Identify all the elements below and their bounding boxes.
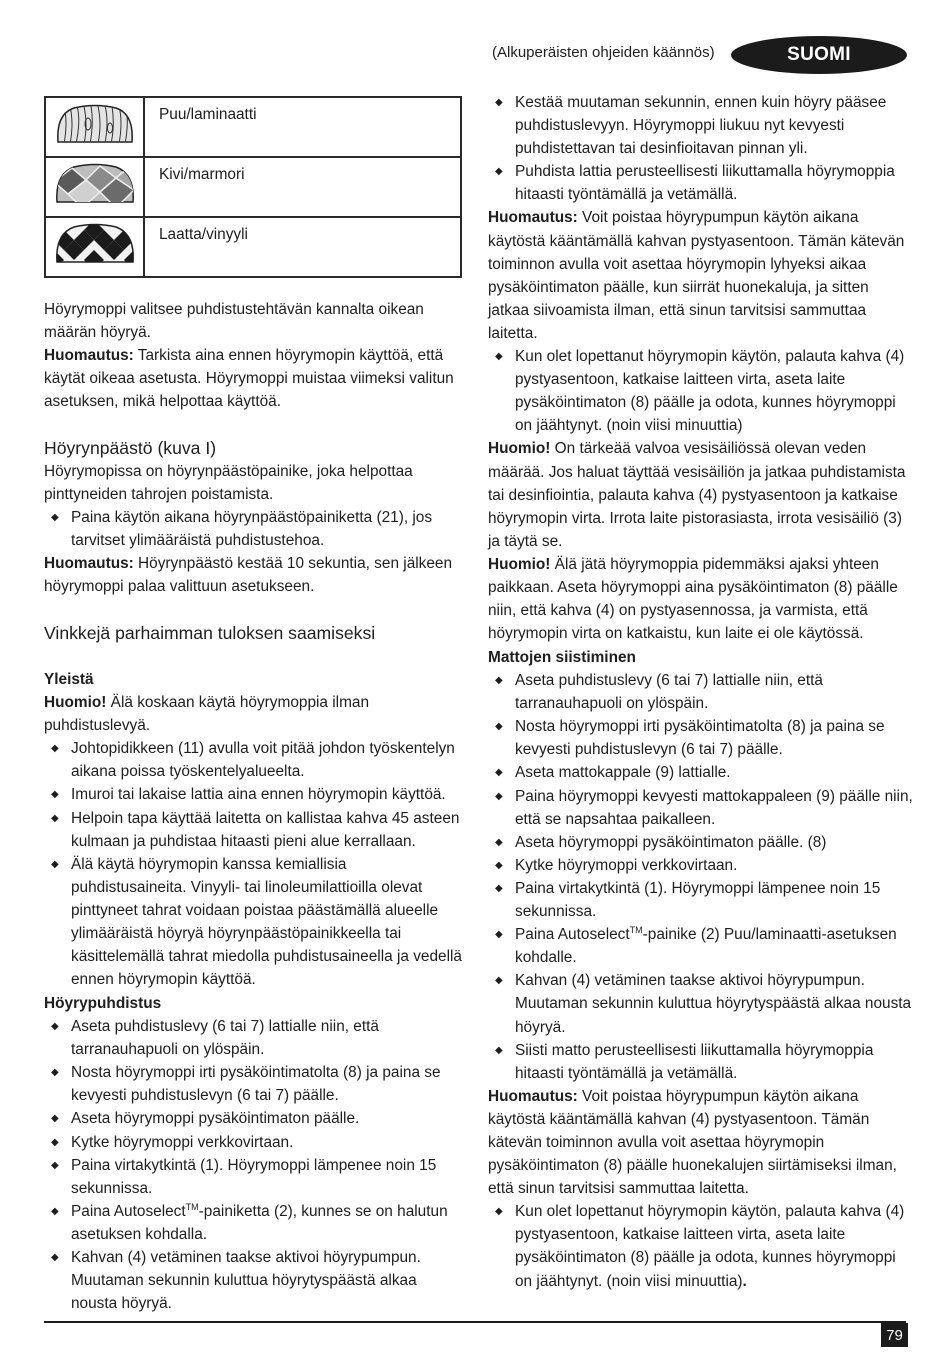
stone-floor-icon	[54, 162, 136, 208]
list-item: ◆ Kun olet lopettanut höyrymopin käytön, palauta kahva (4) pystyasentoon, katkaise laitteen virta, aseta laite pysäköintimaton (8) päälle ja odota, kunnes höyrymoppi on jäähtynyt. (noin viisi minuuttia)	[488, 345, 913, 437]
finish-text: Kun olet lopettanut höyrymopin käytön, palauta kahva (4) pystyasentoon, katkaise laitteen virta, aseta laite pysäköintimaton (8) päälle ja odota, kunnes höyrymoppi on jäähtynyt. (noin viisi minuuttia)	[515, 1203, 905, 1290]
finish-list	[488, 345, 913, 437]
translation-note: (Alkuperäisten ohjeiden käännös)	[492, 44, 715, 61]
floor-icon-cell	[45, 97, 144, 157]
footer-rule	[44, 1321, 906, 1323]
burst-list	[44, 506, 464, 552]
floor-icon-cell	[45, 217, 144, 277]
autoselect-text: Paina Autoselect	[515, 926, 630, 944]
general-list	[44, 737, 464, 991]
list-item: ◆ Aseta mattokappale (9) lattialle.	[488, 761, 913, 784]
list-item: ◆ Nosta höyrymoppi irti pysäköintimatolta (8) ja paina se kevyesti puhdistuslevyn (6 tai 7) päälle.	[488, 715, 913, 761]
list-item: ◆ Paina höyrymoppi kevyesti mattokappaleen (9) päälle niin, että se napsahtaa paikalleen.	[488, 785, 913, 831]
table-row	[45, 97, 461, 157]
list-item: ◆ Puhdista lattia perusteellisesti liikuttamalla höyrymoppia hitaasti työntämällä ja vetämällä.	[488, 160, 913, 206]
list-item: ◆ Aseta puhdistuslevy (6 tai 7) lattialle niin, että tarranauhapuoli on ylöspäin.	[488, 669, 913, 715]
section-title-tips: Vinkkejä parhaimman tuloksen saamiseksi	[44, 623, 376, 643]
note-label: Huomautus:	[44, 555, 134, 573]
wood-floor-icon	[54, 102, 136, 148]
floor-type-table	[44, 96, 462, 278]
note-text: Tarkista aina ennen höyrymopin käyttöä, että käytät oikeaa asetusta. Höyrymoppi muistaa viimeksi valitun asetuksen, mikä helpottaa käyttöä.	[44, 347, 454, 411]
list-item: ◆ Kytke höyrymoppi verkkovirtaan.	[44, 1131, 464, 1154]
list-item: ◆ Aseta höyrymoppi pysäköintimaton päälle. (8)	[488, 831, 913, 854]
language-badge: SUOMI	[731, 36, 907, 74]
note-text: Höyrynpäästö kestää 10 sekuntia, sen jälkeen höyrymoppi palaa valittuun asetukseen.	[44, 555, 453, 596]
autoselect-text-end: -painike (2) Puu/laminaatti-asetuksen kohdalle.	[515, 926, 897, 967]
steam-amount-text: Höyrymoppi valitsee puhdistustehtävän kannalta oikean määrän höyryä.	[44, 301, 424, 342]
list-item: ◆ Johtopidikkeen (11) avulla voit pitää johdon työskentelyn aikana poissa työskentelyalueelta.	[44, 737, 464, 783]
page-number: 79	[881, 1323, 908, 1347]
list-item: ◆ Kestää muutaman sekunnin, ennen kuin höyry pääsee puhdistuslevyyn. Höyrymoppi liukuu nyt kevyesti puhdistettavan tai desinfioitavan pinnan yli.	[488, 91, 913, 160]
warning-text: Älä koskaan käytä höyrymoppia ilman puhdistuslevyä.	[44, 694, 370, 735]
water-warning	[488, 437, 913, 552]
steam-list	[44, 1015, 464, 1315]
trademark: TM	[185, 1201, 199, 1212]
note-label: Huomautus:	[44, 347, 134, 364]
floor-label-stone: Kivi/marmori	[144, 157, 461, 217]
section-title-burst: Höyrynpäästö (kuva I)	[44, 438, 217, 458]
list-item: ◆ Aseta puhdistuslevy (6 tai 7) lattialle niin, että tarranauhapuoli on ylöspäin.	[44, 1015, 464, 1061]
table-row	[45, 157, 461, 217]
note-text: Voit poistaa höyrypumpun käytön aikana käytöstä kääntämällä kahvan pystyasentoon. Tämän kätevän toiminnon avulla voit asettaa höyrymopin lyhyeksi aikaa pysäköintimaton päälle, kun siirrät huonekaluja, ja sitten jatkaa siivoamista ilman, että sinun tarvitsisi sammuttaa laitetta.	[488, 209, 905, 342]
list-item: ◆ Paina virtakytkintä (1). Höyrymoppi lämpenee noin 15 sekunnissa.	[488, 877, 913, 923]
floor-label-wood: Puu/laminaatti	[144, 97, 461, 157]
floor-label-tile: Laatta/vinyyli	[144, 217, 461, 277]
burst-intro: Höyrymopissa on höyrynpäästöpainike, joka helpottaa pinttyneiden tahrojen poistamista.	[44, 463, 413, 504]
list-item: ◆ Nosta höyrymoppi irti pysäköintimatolta (8) ja paina se kevyesti puhdistuslevyn (6 tai 7) päälle.	[44, 1061, 464, 1107]
general-warning	[44, 691, 464, 737]
subsection-general: Yleistä	[44, 671, 94, 688]
carpet-finish-list	[488, 1200, 913, 1292]
list-item	[488, 1200, 913, 1292]
list-item	[44, 1200, 464, 1246]
autoselect-text: Paina Autoselect	[71, 1202, 186, 1220]
pump-note	[488, 206, 913, 345]
list-item	[488, 923, 913, 969]
list-item: ◆ Kytke höyrymoppi verkkovirtaan.	[488, 854, 913, 877]
list-item: ◆ Älä käytä höyrymopin kanssa kemiallisia puhdistusaineita. Vinyyli- tai linoleumilattioilla olevat pinttyneet tahrat voidaan poistaa päästämällä alueelle ylimääräistä höyryä höyrynpäästöpainikkeella tai käsittelemällä tahrat miedolla puhdistusaineella ja vedellä ennen höyrymopin käyttöä.	[44, 853, 464, 992]
list-item: ◆ Imuroi tai lakaise lattia aina ennen höyrymopin käyttöä.	[44, 783, 464, 806]
list-item: ◆ Kahvan (4) vetäminen taakse aktivoi höyrypumpun. Muutaman sekunnin kuluttua höyrytyspäästä alkaa nousta höyryä.	[44, 1246, 464, 1315]
burst-note	[44, 552, 464, 598]
subsection-steam-cleaning: Höyrypuhdistus	[44, 995, 162, 1012]
finish-period: .	[742, 1272, 747, 1290]
note-label: Huomautus:	[488, 1087, 578, 1105]
floor-icon-cell	[45, 157, 144, 217]
list-item: ◆ Kahvan (4) vetäminen taakse aktivoi höyrypumpun. Muutaman sekunnin kuluttua höyrytyspäästä alkaa nousta höyryä.	[488, 969, 913, 1038]
warning-label: Huomio!	[488, 555, 551, 573]
carpet-pump-note	[488, 1085, 913, 1200]
subsection-carpets: Mattojen siistiminen	[488, 649, 636, 666]
note-text: Voit poistaa höyrypumpun käytön aikana käytöstä kääntämällä kahvan (4) pystyasentoon. Tämän kätevän toiminnon avulla voit asettaa höyrymopin pysäköintimaton (8) päälle huonekalujen siirtämiseksi ilman, että sinun tarvitsisi sammuttaa laitetta.	[488, 1087, 897, 1198]
setting-note	[44, 344, 464, 413]
table-row	[45, 217, 461, 277]
note-label: Huomautus:	[488, 209, 578, 227]
list-item: ◆ Paina käytön aikana höyrynpäästöpainiketta (21), jos tarvitset ylimääräistä puhdistustehoa.	[44, 506, 464, 552]
autoselect-text-end: -painiketta (2), kunnes se on halutun asetuksen kohdalla.	[71, 1202, 448, 1243]
tile-floor-icon	[54, 222, 136, 268]
warning-text: Älä jätä höyrymoppia pidemmäksi ajaksi yhteen paikkaan. Aseta höyrymoppi aina pysäköintimaton (8) päälle niin, että kahva (4) on pystyasennossa, ja varmista, että höyrymopin virta on katkaistu, kun laite ei ole käytössä.	[488, 555, 898, 643]
warning-text: On tärkeää valvoa vesisäiliössä olevan veden määrää. Jos haluat täyttää vesisäiliön ja jatkaa puhdistamista tai desinfiointia, palauta kahva (4) pystyasentoon ja katkaise höyrymopin virta. Irrota laite pistorasiasta, irrota vesisäiliö (3) ja täytä se.	[488, 440, 906, 550]
warning-label: Huomio!	[488, 440, 551, 458]
trademark: TM	[629, 925, 643, 935]
warning-label: Huomio!	[44, 694, 107, 712]
list-item: ◆ Aseta höyrymoppi pysäköintimaton päälle.	[44, 1107, 464, 1130]
list-item: ◆ Siisti matto perusteellisesti liikuttamalla höyrymoppia hitaasti työntämällä ja vetämällä.	[488, 1039, 913, 1085]
carpet-list	[488, 669, 913, 1085]
parking-warning	[488, 553, 913, 645]
steam-continue-list	[488, 91, 913, 206]
list-item: ◆ Paina virtakytkintä (1). Höyrymoppi lämpenee noin 15 sekunnissa.	[44, 1154, 464, 1200]
list-item: ◆ Helpoin tapa käyttää laitetta on kallistaa kahva 45 asteen kulmaan ja puhdistaa hitaasti pieni alue kerrallaan.	[44, 807, 464, 853]
